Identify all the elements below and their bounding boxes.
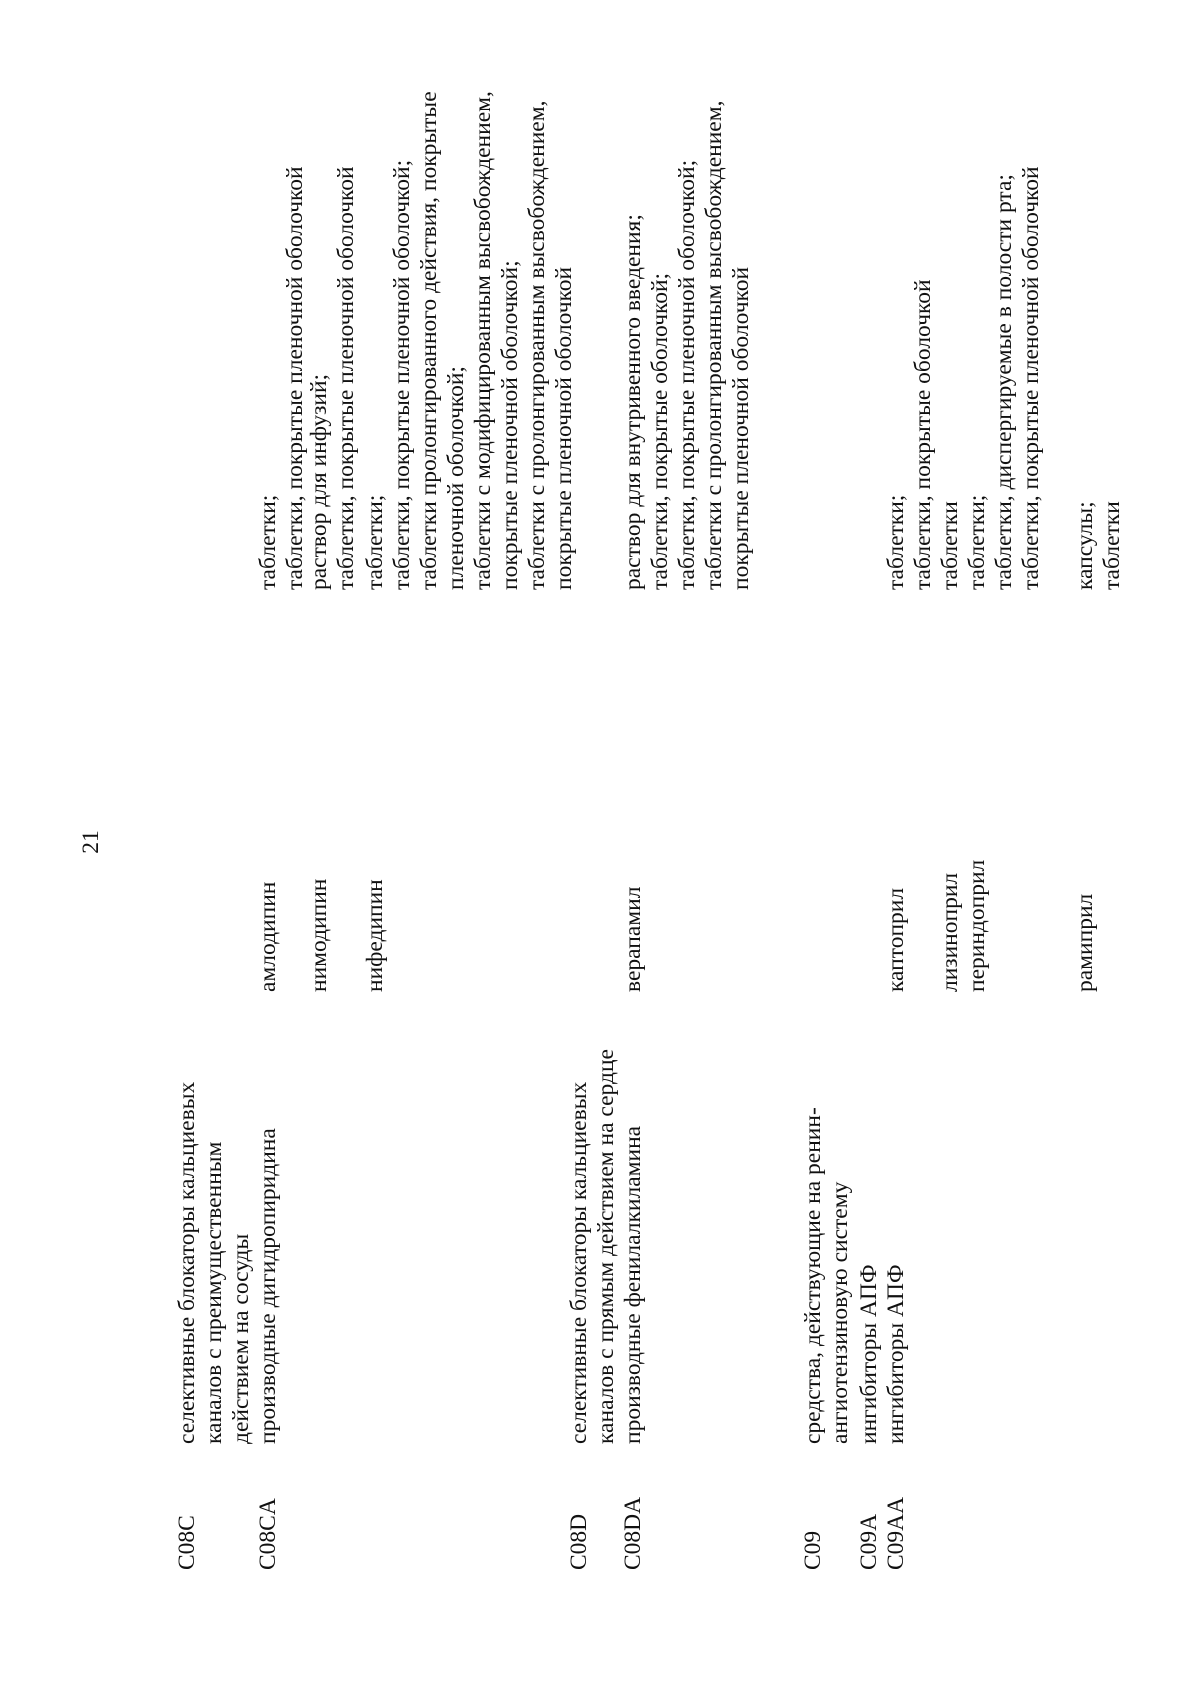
atc-code: C08C: [174, 1515, 200, 1570]
group-line: селективные блокаторы кальциевых: [174, 1081, 200, 1444]
anatomical-therapeutic-group: [800, 1014, 854, 1444]
dosage-form-line: таблетки: [937, 501, 963, 590]
dosage-form-line: таблетки, покрытые пленочной оболочкой;: [389, 159, 415, 590]
dosage-form-line: покрытые пленочной оболочкой: [551, 266, 577, 590]
dosage-forms: [306, 30, 360, 590]
dosage-form-line: таблетки, покрытые пленочной оболочкой;: [674, 159, 700, 590]
anatomical-therapeutic-group: [255, 1014, 282, 1444]
anatomical-therapeutic-group: [174, 1014, 255, 1444]
medicinal-substance: нифедипин: [362, 879, 388, 992]
group-line: производные фенилалкиламина: [620, 1125, 646, 1444]
medicinal-substance: верапамил: [620, 886, 646, 992]
dosage-form-line: таблетки с модифицированным высвобождением,: [470, 91, 496, 590]
dosage-form-line: таблетки, покрытые пленочной оболочкой: [282, 166, 308, 590]
anatomical-therapeutic-group: [883, 1014, 910, 1444]
dosage-forms: [1072, 30, 1126, 590]
dosage-forms: [883, 30, 937, 590]
group-line: селективные блокаторы кальциевых: [566, 1081, 592, 1444]
atc-code: C09: [800, 1530, 826, 1570]
dosage-forms: [937, 30, 964, 590]
dosage-form-line: таблетки с пролонгированным высвобождением,: [524, 100, 550, 590]
atc-code: C09A: [856, 1513, 882, 1570]
dosage-form-line: раствор для инфузий;: [306, 373, 332, 590]
dosage-forms: [964, 30, 1045, 590]
dosage-form-line: таблетки, диспергируемые в полости рта;: [991, 174, 1017, 590]
medicinal-substance: нимодипин: [306, 878, 332, 992]
dosage-form-line: таблетки пролонгированного действия, покрытые: [416, 91, 442, 590]
medicinal-substance: лизиноприл: [937, 872, 963, 992]
dosage-form-line: таблетки;: [362, 494, 388, 590]
medicinal-substance: амлодипин: [255, 881, 281, 992]
atc-code: C08CA: [255, 1498, 281, 1570]
atc-code: C08DA: [620, 1496, 646, 1570]
group-line: ингибиторы АПФ: [883, 1264, 909, 1444]
dosage-form-line: таблетки: [1099, 501, 1125, 590]
dosage-form-line: таблетки, покрытые оболочкой;: [647, 272, 673, 590]
dosage-form-line: таблетки с пролонгированным высвобождением,: [701, 100, 727, 590]
medicinal-substance: каптоприл: [883, 887, 909, 992]
dosage-form-line: таблетки;: [883, 494, 909, 590]
medicinal-substance: периндоприл: [964, 859, 990, 992]
page-number: 21: [78, 830, 104, 854]
dosage-form-line: таблетки, покрытые оболочкой: [910, 279, 936, 590]
atc-code: C08D: [566, 1513, 592, 1570]
dosage-form-line: покрытые пленочной оболочкой: [728, 266, 754, 590]
group-line: ангиотензиновую систему: [827, 1181, 853, 1444]
dosage-form-line: покрытые пленочной оболочкой;: [497, 260, 523, 590]
dosage-form-line: таблетки, покрытые пленочной оболочкой: [1018, 166, 1044, 590]
dosage-form-line: раствор для внутривенного введения;: [620, 214, 646, 590]
atc-code: C09AA: [883, 1496, 909, 1570]
group-line: каналов с прямым действием на сердце: [593, 1049, 619, 1444]
dosage-forms: [620, 30, 755, 590]
dosage-form-line: пленочной оболочкой;: [443, 366, 469, 590]
group-line: каналов с преимущественным: [201, 1141, 227, 1444]
dosage-form-line: таблетки;: [255, 494, 281, 590]
medicinal-substance: рамиприл: [1072, 893, 1098, 992]
anatomical-therapeutic-group: [856, 1014, 883, 1444]
anatomical-therapeutic-group: [566, 1014, 620, 1444]
anatomical-therapeutic-group: [620, 1014, 647, 1444]
group-line: ингибиторы АПФ: [856, 1264, 882, 1444]
dosage-form-line: капсулы;: [1072, 501, 1098, 590]
dosage-forms: [255, 30, 309, 590]
group-line: производные дигидропиридина: [255, 1128, 281, 1444]
dosage-forms: [362, 30, 578, 590]
dosage-form-line: таблетки, покрытые пленочной оболочкой: [333, 166, 359, 590]
group-line: средства, действующие на ренин-: [800, 1107, 826, 1444]
dosage-form-line: таблетки;: [964, 494, 990, 590]
group-line: действием на сосуды: [228, 1233, 254, 1444]
